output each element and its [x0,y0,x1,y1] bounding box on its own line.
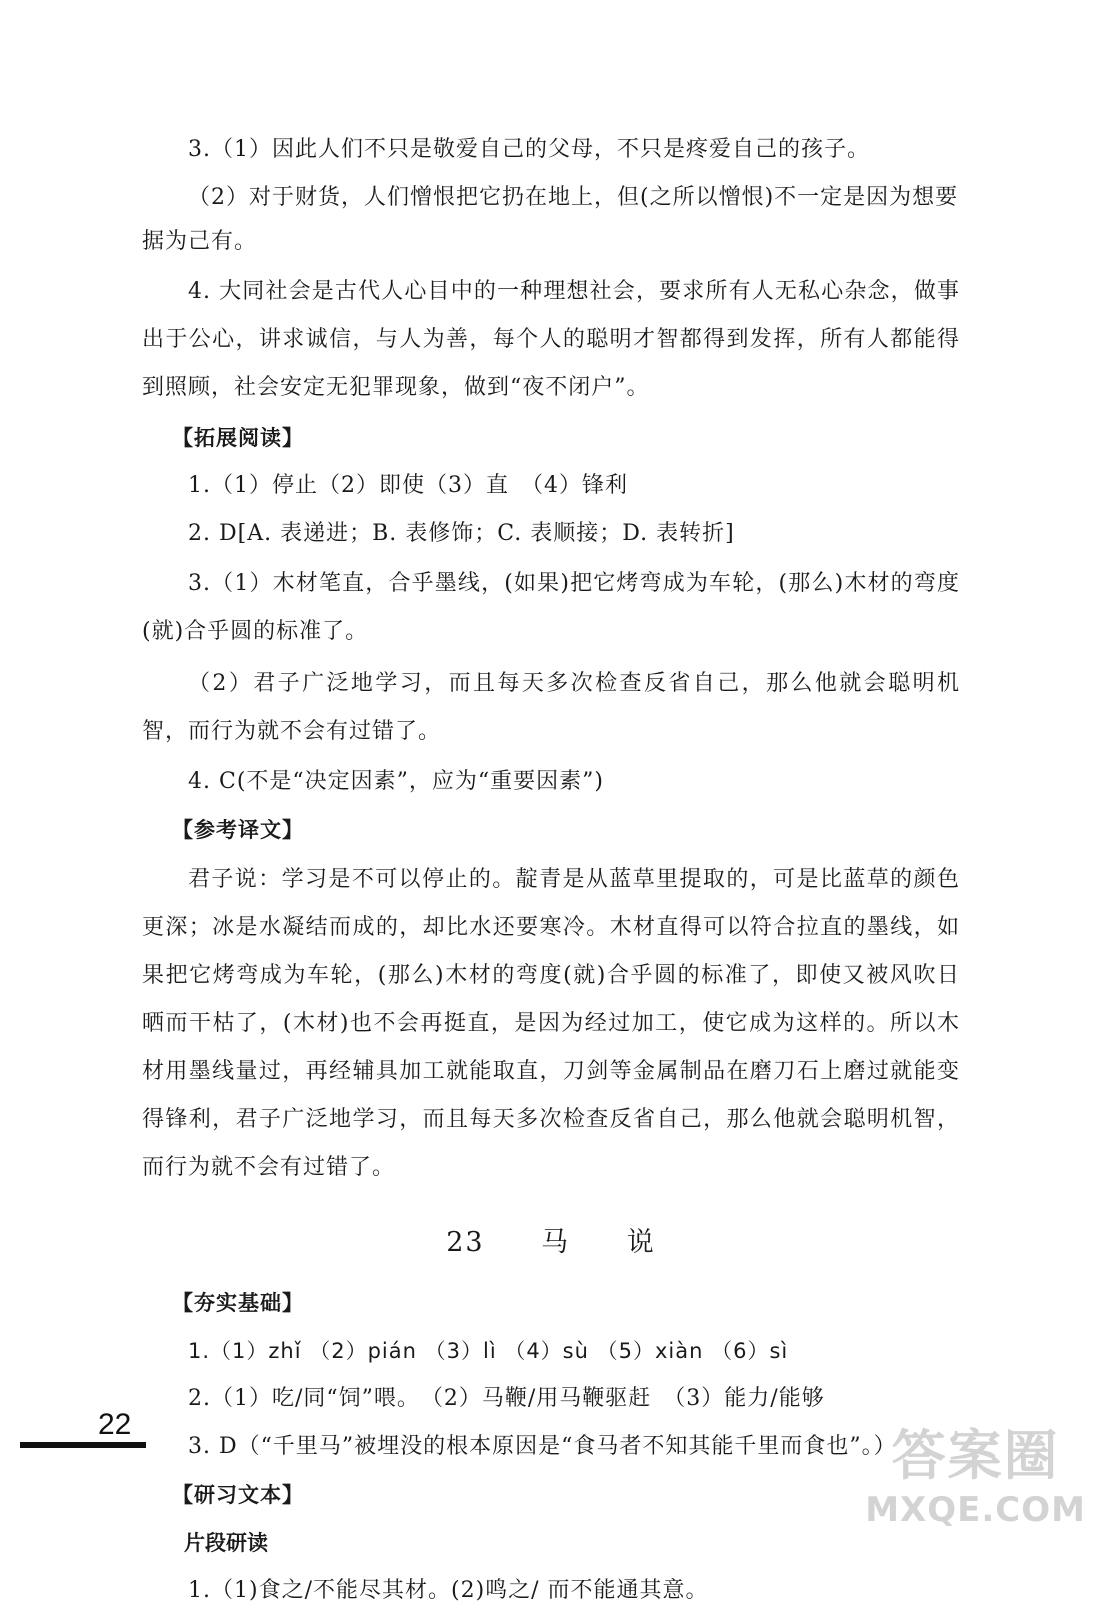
hangshi-answer-1: 1.（1）zhǐ （2）pián （3）lì （4）sù （5）xiàn （6）sì [188,1339,789,1363]
watermark-logo [865,1413,1086,1530]
page-number: 22 [98,1408,132,1441]
chapter-title [142,1220,960,1259]
section-heading-tuozhan: 【拓展阅读】 [172,426,304,450]
tuozhan-answer-2: 2. D[A. 表递进；B. 表修饰；C. 表顺接；D. 表转折] [188,521,735,546]
subheading-pianduan: 片段研读 [184,1531,268,1555]
watermark-url: MXQE.COM [865,1490,1086,1530]
answer-3-2: （2）对于财货，人们憎恨把它扔在地上，但(之所以憎恨)不一定是因为想要据为己有。 [142,185,959,254]
footer-rule [20,1442,146,1448]
chapter-number: 23 [446,1227,485,1258]
tuozhan-answer-3-2: （2）君子广泛地学习，而且每天多次检查反省自己，那么他就会聪明机智，而行为就不会有过错了。 [142,671,960,744]
section-heading-yanxi: 【研习文本】 [172,1483,304,1507]
page-content [142,128,960,1617]
hangshi-answer-3: 3. D（“千里马”被埋没的根本原因是“食马者不知其能千里而食也”。） [188,1434,897,1459]
tuozhan-answer-1: 1.（1）停止（2）即使（3）直 （4）锋利 [188,473,628,498]
tuozhan-answer-3-1: 3.（1）木材笔直，合乎墨线，(如果)把它烤弯成为车轮，(那么)木材的弯度(就)合乎圆的标准了。 [142,571,960,644]
chapter-title-char-2: 说 [626,1227,656,1258]
answer-3-1: 3.（1）因此人们不只是敬爱自己的父母，不只是疼爱自己的孩子。 [188,137,870,162]
hangshi-answer-2: 2.（1）吃/同“饲”喂。 （2）马鞭/用马鞭驱赶 （3）能力/能够 [188,1386,825,1411]
yanxi-answer-1: 1.（1)食之/不能尽其材。(2)鸣之/ 而不能通其意。 [188,1578,709,1603]
section-heading-cankao: 【参考译文】 [172,818,304,842]
section-heading-hangshi: 【夯实基础】 [172,1291,304,1315]
answer-4: 4. 大同社会是古代人心目中的一种理想社会，要求所有人无私心杂念，做事出于公心，讲求诚信，与人为善，每个人的聪明才智都得到发挥，所有人都能得到照顾，社会安定无犯罪现象，做到“夜不闭户”。 [142,279,960,400]
watermark-mark: 答案圈 [891,1424,1060,1487]
tuozhan-answer-4: 4. C(不是“决定因素”，应为“重要因素”) [188,769,604,794]
chapter-title-char-1: 马 [541,1227,571,1258]
reference-translation: 君子说：学习是不可以停止的。靛青是从蓝草里提取的，可是比蓝草的颜色更深；冰是水凝结而成的，却比水还要寒冷。木材直得可以符合拉直的墨线，如果把它烤弯成为车轮，(那么)木材的弯度(就)合乎圆的标准了，即使又被风吹日晒而干枯了，(木材)也不会再挺直，是因为经过加工，使它成为这样的。所以木材用墨线量过，再经辅具加工就能取直，刀剑等金属制品在磨刀石上磨过就能变得锋利，君子广泛地学习，而且每天多次检查反省自己，那么他就会聪明机智，而行为就不会有过错了。 [142,867,960,1180]
